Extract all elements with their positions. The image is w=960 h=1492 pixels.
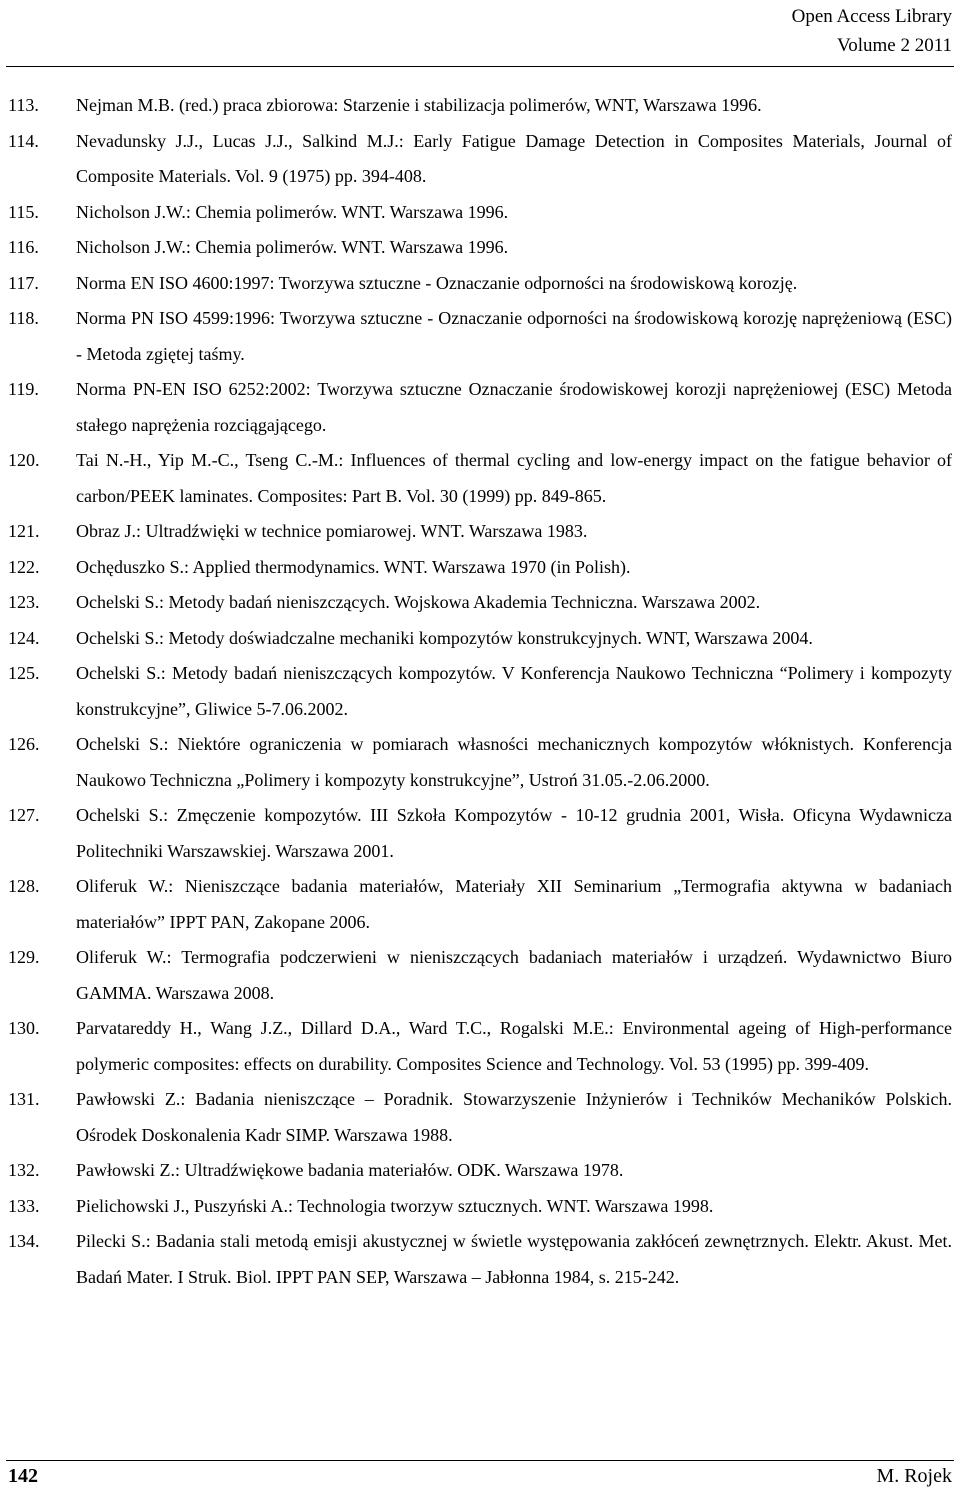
reference-text: Norma PN ISO 4599:1996: Tworzywa sztuczne - Oznaczanie odporności na środowiskową korozję naprężeniową (ESC) - Metoda zgiętej taśmy. — [76, 308, 952, 364]
reference-text: Ochelski S.: Zmęczenie kompozytów. III Szkoła Kompozytów - 10-12 grudnia 2001, Wisła. Oficyna Wydawnicza Politechniki Warszawskiej. Warszawa 2001. — [76, 805, 952, 861]
reference-item — [0, 301, 960, 372]
reference-item — [0, 798, 960, 869]
reference-number: 124. — [8, 627, 40, 648]
reference-number: 120. — [8, 450, 40, 470]
reference-text: Parvatareddy H., Wang J.Z., Dillard D.A., Ward T.C., Rogalski M.E.: Environmental ageing of High-performance polymeric composites: effects on durability. Composites Science and Technology. Vol. 53 (1995) pp. 399-409. — [76, 1018, 952, 1074]
reference-item — [0, 443, 960, 514]
reference-item — [0, 266, 960, 302]
author-name: M. Rojek — [876, 1465, 952, 1487]
reference-text: Ochelski S.: Metody badań nieniszczących. Wojskowa Akademia Techniczna. Warszawa 2002. — [76, 592, 761, 612]
reference-number: 123. — [8, 592, 40, 612]
reference-text: Nejman M.B. (red.) praca zbiorowa: Starzenie i stabilizacja polimerów, WNT, Warszawa 1996. — [76, 95, 762, 115]
reference-number: 116. — [8, 237, 39, 257]
reference-number: 133. — [8, 1195, 40, 1216]
reference-text: Pawłowski Z.: Badania nieniszczące – Poradnik. Stowarzyszenie Inżynierów i Techników Mechaników Polskich. Ośrodek Doskonalenia Kadr SIMP. Warszawa 1988. — [76, 1089, 952, 1145]
reference-item — [0, 940, 960, 1011]
reference-text: Ochelski S.: Metody doświadczalne mechaniki kompozytów konstrukcyjnych. WNT, Warszawa 2004. — [76, 627, 813, 648]
reference-number: 118. — [8, 308, 39, 328]
reference-item — [0, 1224, 960, 1295]
reference-text: Tai N.-H., Yip M.-C., Tseng C.-M.: Influences of thermal cycling and low-energy impact on the fatigue behavior of carbon/PEEK laminates. Composites: Part B. Vol. 30 (1999) pp. 849-865. — [76, 450, 952, 506]
reference-item — [0, 656, 960, 727]
reference-item — [0, 727, 960, 798]
reference-text: Ochelski S.: Metody badań nieniszczących kompozytów. V Konferencja Naukowo Techniczna “Polimery i kompozyty konstrukcyjne”, Gliwice 5-7.06.2002. — [76, 663, 952, 719]
library-name: Open Access Library — [791, 6, 952, 27]
running-header — [792, 2, 952, 60]
reference-number: 121. — [8, 521, 40, 541]
reference-item — [0, 869, 960, 940]
reference-number: 122. — [8, 556, 40, 577]
reference-item — [0, 1153, 960, 1189]
reference-item — [0, 1011, 960, 1082]
reference-text: Nicholson J.W.: Chemia polimerów. WNT. Warszawa 1996. — [76, 201, 509, 222]
reference-text: Oliferuk W.: Nieniszczące badania materiałów, Materiały XII Seminarium „Termografia aktywna w badaniach materiałów” IPPT PAN, Zakopane 2006. — [76, 876, 952, 932]
reference-number: 125. — [8, 663, 40, 683]
reference-number: 114. — [8, 130, 39, 151]
page-number: 142 — [8, 1465, 38, 1487]
reference-list — [0, 88, 960, 1295]
reference-text: Obraz J.: Ultradźwięki w technice pomiarowej. WNT. Warszawa 1983. — [76, 521, 588, 541]
reference-text: Oliferuk W.: Termografia podczerwieni w nieniszczących badaniach materiałów i urządzeń. Wydawnictwo Biuro GAMMA. Warszawa 2008. — [76, 947, 952, 1003]
reference-number: 131. — [8, 1089, 40, 1109]
reference-item — [0, 88, 960, 124]
reference-text: Pawłowski Z.: Ultradźwiękowe badania materiałów. ODK. Warszawa 1978. — [76, 1160, 624, 1180]
reference-item — [0, 585, 960, 621]
reference-item — [0, 550, 960, 586]
reference-number: 129. — [8, 947, 40, 967]
reference-text: Nevadunsky J.J., Lucas J.J., Salkind M.J.: Early Fatigue Damage Detection in Composites Materials, Journal of Composite Materials. Vol. 9 (1975) pp. 394-408. — [76, 130, 952, 186]
reference-text: Pilecki S.: Badania stali metodą emisji akustycznej w świetle występowania zakłóceń zewnętrznych. Elektr. Akust. Met. Badań Mater. I Struk. Biol. IPPT PAN SEP, Warszawa – Jabłonna 1984, s. 215-242. — [76, 1231, 952, 1287]
reference-item — [0, 514, 960, 550]
reference-item — [0, 372, 960, 443]
reference-number: 113. — [8, 95, 39, 115]
reference-text: Norma EN ISO 4600:1997: Tworzywa sztuczne - Oznaczanie odporności na środowiskową korozję. — [76, 272, 798, 293]
reference-number: 128. — [8, 876, 40, 896]
reference-text: Ochęduszko S.: Applied thermodynamics. WNT. Warszawa 1970 (in Polish). — [76, 556, 631, 577]
reference-item — [0, 230, 960, 266]
reference-number: 132. — [8, 1160, 40, 1180]
reference-text: Nicholson J.W.: Chemia polimerów. WNT. Warszawa 1996. — [76, 237, 509, 257]
reference-number: 115. — [8, 201, 39, 222]
reference-text: Norma PN-EN ISO 6252:2002: Tworzywa sztuczne Oznaczanie środowiskowej korozji naprężeniowej (ESC) Metoda stałego naprężenia rozciągającego. — [76, 379, 952, 435]
reference-number: 119. — [8, 379, 39, 399]
reference-text: Ochelski S.: Niektóre ograniczenia w pomiarach własności mechanicznych kompozytów włóknistych. Konferencja Naukowo Techniczna „Polimery i kompozyty konstrukcyjne”, Ustroń 31.05.-2.06.2000. — [76, 734, 952, 790]
reference-number: 127. — [8, 805, 40, 825]
reference-item — [0, 1082, 960, 1153]
reference-number: 130. — [8, 1018, 40, 1038]
header-divider — [6, 66, 954, 67]
reference-item — [0, 124, 960, 195]
volume-info: Volume 2 2011 — [836, 35, 952, 56]
reference-item — [0, 195, 960, 231]
reference-number: 134. — [8, 1231, 40, 1251]
reference-item — [0, 621, 960, 657]
reference-number: 126. — [8, 734, 40, 754]
reference-text: Pielichowski J., Puszyński A.: Technologia tworzyw sztucznych. WNT. Warszawa 1998. — [76, 1195, 714, 1216]
footer-divider — [6, 1460, 954, 1461]
reference-item — [0, 1189, 960, 1225]
reference-number: 117. — [8, 272, 39, 293]
